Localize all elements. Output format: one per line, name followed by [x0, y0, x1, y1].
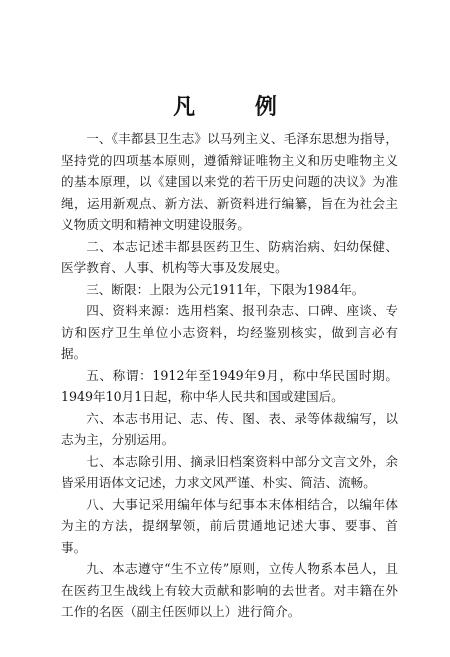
paragraph-8: 八、大事记采用编年体与纪事本末体相结合，以编年体为主的方法，提纲挈领，前后贯通地记述大事、要事、首事。	[61, 496, 398, 555]
paragraph-6: 六、本志书用记、志、传、图、表、录等体裁编写，以志为主，分别运用。	[61, 410, 398, 447]
document-body	[61, 128, 398, 623]
paragraph-5: 五、称谓：1912年至1949年9月，称中华民国时期。1949年10月1日起，称中华人民共和国或建国后。	[61, 367, 398, 404]
page-title: 凡 例	[173, 95, 303, 120]
paragraph-9: 九、本志遵守“生不立传”原则，立传人物系本邑人，且在医药卫生战线上有较大贡献和影响的去世者。对丰籍在外工作的名医（副主任医师以上）进行简介。	[61, 561, 398, 619]
paragraph-3: 三、断限：上限为公元1911年，下限为1984年。	[86, 281, 365, 297]
paragraph-7: 七、本志除引用、摘录旧档案资料中部分文言文外，余皆采用语体文记述，力求文风严谨、朴实、简洁、流畅。	[61, 453, 398, 490]
paragraph-1: 一、《丰都县卫生志》以马列主义、毛泽东思想为指导，坚持党的四项基本原则，遵循辩证唯物主义和历史唯物主义的基本原理，以《建国以来党的若干历史问题的决议》为准绳，运用新观点、新方法、新资料进行编纂，旨在为社会主义物质文明和精神文明建设服务。	[61, 131, 398, 232]
paragraph-2: 二、本志记述丰都县医药卫生、防病治病、妇幼保健、医学教育、人事、机构等大事及发展史。	[61, 238, 398, 275]
paragraph-4: 四、资料来源：选用档案、报刊杂志、口碑、座谈、专访和医疗卫生单位小志资料，均经鉴别核实，做到言必有据。	[61, 303, 398, 361]
